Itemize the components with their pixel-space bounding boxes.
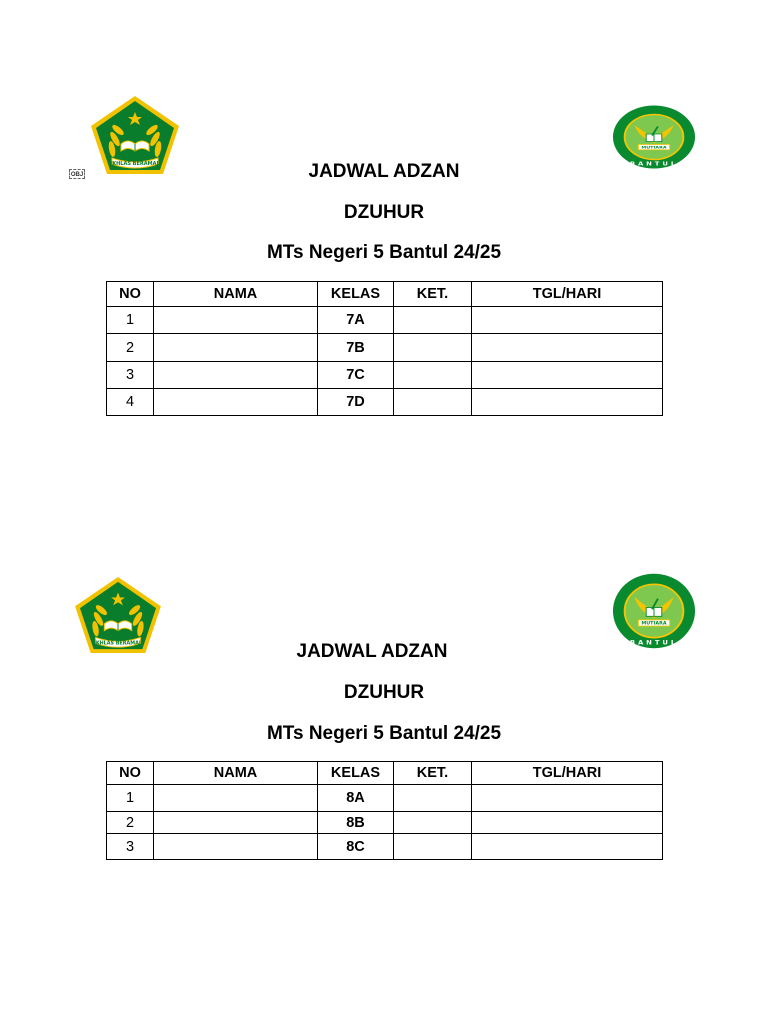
header-kelas: KELAS [318, 762, 394, 785]
cell-kelas: 7A [318, 307, 394, 334]
cell-no: 4 [107, 389, 154, 416]
table-row [107, 785, 663, 812]
cell-no: 3 [107, 362, 154, 389]
header-nama: NAMA [154, 282, 318, 307]
cell-ket [394, 834, 472, 860]
header-nama: NAMA [154, 762, 318, 785]
schedule-table [106, 281, 663, 416]
cell-tgl [472, 812, 663, 834]
logo-ribbon-text: IKHLAS BERAMAL [110, 161, 160, 167]
cell-tgl [472, 334, 663, 362]
schedule-title: JADWAL ADZAN [296, 641, 448, 662]
cell-nama [154, 389, 318, 416]
logo-banner-text: MUTIARA [641, 146, 667, 151]
cell-tgl [472, 834, 663, 860]
header-kelas: KELAS [318, 282, 394, 307]
cell-tgl [472, 785, 663, 812]
table-row [107, 389, 663, 416]
cell-tgl [472, 389, 663, 416]
cell-nama [154, 812, 318, 834]
logo-ribbon-text: IKHLAS BERAMAL [94, 640, 142, 647]
prayer-name: DZUHUR [343, 682, 425, 703]
cell-nama [154, 362, 318, 389]
cell-kelas: 8C [318, 834, 394, 860]
cell-kelas: 7D [318, 389, 394, 416]
cell-tgl [472, 307, 663, 334]
header-tgl: TGL/HARI [472, 282, 663, 307]
cell-nama [154, 785, 318, 812]
cell-ket [394, 785, 472, 812]
cell-kelas: 8A [318, 785, 394, 812]
cell-no: 2 [107, 334, 154, 362]
cell-no: 1 [107, 785, 154, 812]
table-row [107, 307, 663, 334]
object-marker: OBJ [69, 169, 85, 179]
cell-ket [394, 334, 472, 362]
schedule-table [106, 761, 663, 860]
header-no: NO [107, 282, 154, 307]
cell-ket [394, 362, 472, 389]
logo-bottom-text: BANTUL [629, 638, 679, 647]
cell-ket [394, 307, 472, 334]
cell-nama [154, 834, 318, 860]
cell-nama [154, 307, 318, 334]
cell-no: 3 [107, 834, 154, 860]
cell-ket [394, 389, 472, 416]
school-name: MTs Negeri 5 Bantul 24/25 [266, 242, 502, 263]
mtsn-logo [611, 572, 697, 650]
header-tgl: TGL/HARI [472, 762, 663, 785]
schedule-title: JADWAL ADZAN [308, 161, 460, 182]
table-row [107, 812, 663, 834]
header-ket: KET. [394, 282, 472, 307]
header-no: NO [107, 762, 154, 785]
header-ket: KET. [394, 762, 472, 785]
cell-kelas: 7B [318, 334, 394, 362]
table-row [107, 362, 663, 389]
table-header-row [107, 762, 663, 785]
cell-tgl [472, 362, 663, 389]
table-header-row [107, 282, 663, 307]
cell-kelas: 8B [318, 812, 394, 834]
cell-no: 1 [107, 307, 154, 334]
cell-nama [154, 334, 318, 362]
prayer-name: DZUHUR [343, 202, 425, 223]
school-name: MTs Negeri 5 Bantul 24/25 [266, 723, 502, 744]
table-row [107, 334, 663, 362]
table-row [107, 834, 663, 860]
cell-ket [394, 812, 472, 834]
cell-no: 2 [107, 812, 154, 834]
cell-kelas: 7C [318, 362, 394, 389]
logo-bottom-text: BANTUL [629, 161, 679, 168]
logo-banner-text: MUTIARA [641, 621, 667, 627]
